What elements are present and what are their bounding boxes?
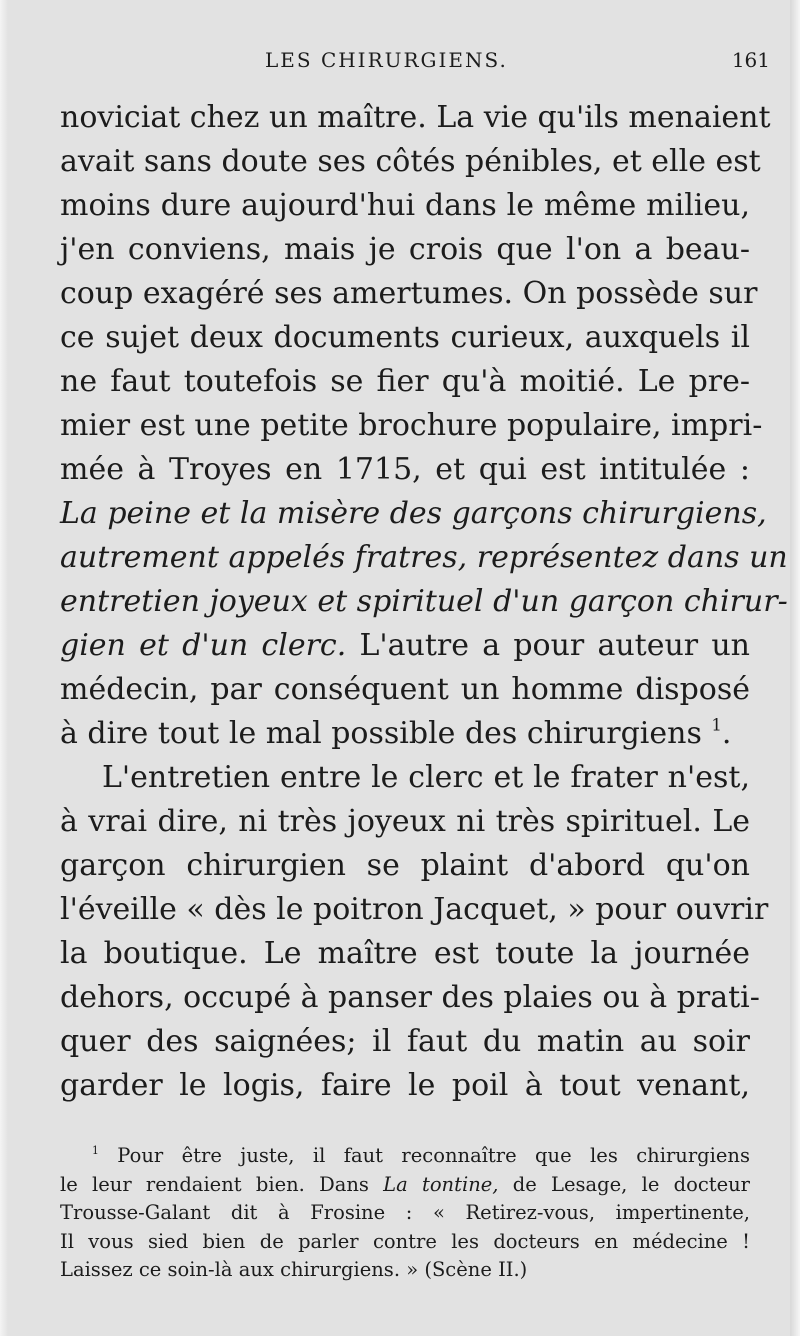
running-head (60, 48, 770, 80)
text-line: garder le logis, faire le poil à tout venant, (60, 1068, 750, 1103)
running-title: LES CHIRURGIENS. (265, 48, 508, 72)
footnote-line: Laissez ce soin-là aux chirurgiens. » (Scène II.) (60, 1258, 528, 1281)
text-line: noviciat chez un maître. La vie qu'ils menaient (60, 100, 771, 135)
text-segment: Pour être juste, il faut reconnaître que les chirurgiens (117, 1144, 750, 1167)
text-line: mée à Troyes en 1715, et qui est intitulée : (60, 452, 750, 487)
italic-title-line: entretien joyeux et spirituel d'un garçon chirur- (60, 584, 788, 619)
text-segment: de Lesage, le docteur (498, 1172, 750, 1196)
footnote-line: Trousse-Galant dit à Frosine : « Retirez-vous, impertinente, (60, 1201, 750, 1224)
footnote-marker: 1 (92, 1143, 99, 1157)
paragraph-first-line: L'entretien entre le clerc et le frater n'est, (102, 760, 750, 795)
text-line: la boutique. Le maître est toute la journée (60, 936, 750, 971)
page-edge-left (0, 0, 8, 1336)
italic-title-line: La peine et la misère des garçons chirurgiens, (60, 496, 767, 531)
text-line: médecin, par conséquent un homme disposé (60, 672, 750, 707)
text-segment: à dire tout le mal possible des chirurgiens (60, 716, 702, 751)
text-line: garçon chirurgien se plaint d'abord qu'on (60, 848, 750, 883)
text-line (60, 712, 750, 756)
footnote-line: Il vous sied bien de parler contre les docteurs en médecine ! (60, 1229, 750, 1253)
text-line: coup exagéré ses amertumes. On possède sur (60, 276, 758, 311)
text-line: avait sans doute ses côtés pénibles, et elle est (60, 144, 761, 179)
text-line (60, 624, 750, 668)
page-edge-right (790, 0, 800, 1336)
text-line: ne faut toutefois se fier qu'à moitié. Le pre- (60, 364, 750, 399)
text-line: j'en conviens, mais je crois que l'on a beau- (60, 232, 750, 267)
page-number: 161 (731, 48, 770, 72)
footnote-reference: 1 (711, 715, 722, 735)
text-segment: L'autre a pour auteur un (346, 628, 751, 663)
italic-work-title: La tontine, (383, 1172, 499, 1196)
text-line: à vrai dire, ni très joyeux ni très spirituel. Le (60, 804, 750, 839)
italic-title-line: autrement appelés fratres, représentez dans un (60, 540, 788, 575)
text-line: ce sujet deux documents curieux, auxquels il (60, 320, 750, 355)
text-line: l'éveille « dès le poitron Jacquet, » pour ouvrir (60, 892, 769, 927)
text-line: dehors, occupé à panser des plaies ou à prati- (60, 980, 760, 1015)
footnote-line (60, 1171, 750, 1200)
text-line: mier est une petite brochure populaire, impri- (60, 408, 763, 443)
footnote (60, 1142, 750, 1285)
body-text (60, 96, 788, 1108)
italic-title-end: gien et d'un clerc. (60, 628, 347, 663)
text-line: moins dure aujourd'hui dans le même milieu, (60, 188, 750, 223)
footnote-line (60, 1142, 750, 1171)
text-segment: . (721, 716, 732, 751)
text-segment: le leur rendaient bien. Dans (60, 1172, 384, 1196)
text-line: quer des saignées; il faut du matin au soir (60, 1024, 750, 1059)
